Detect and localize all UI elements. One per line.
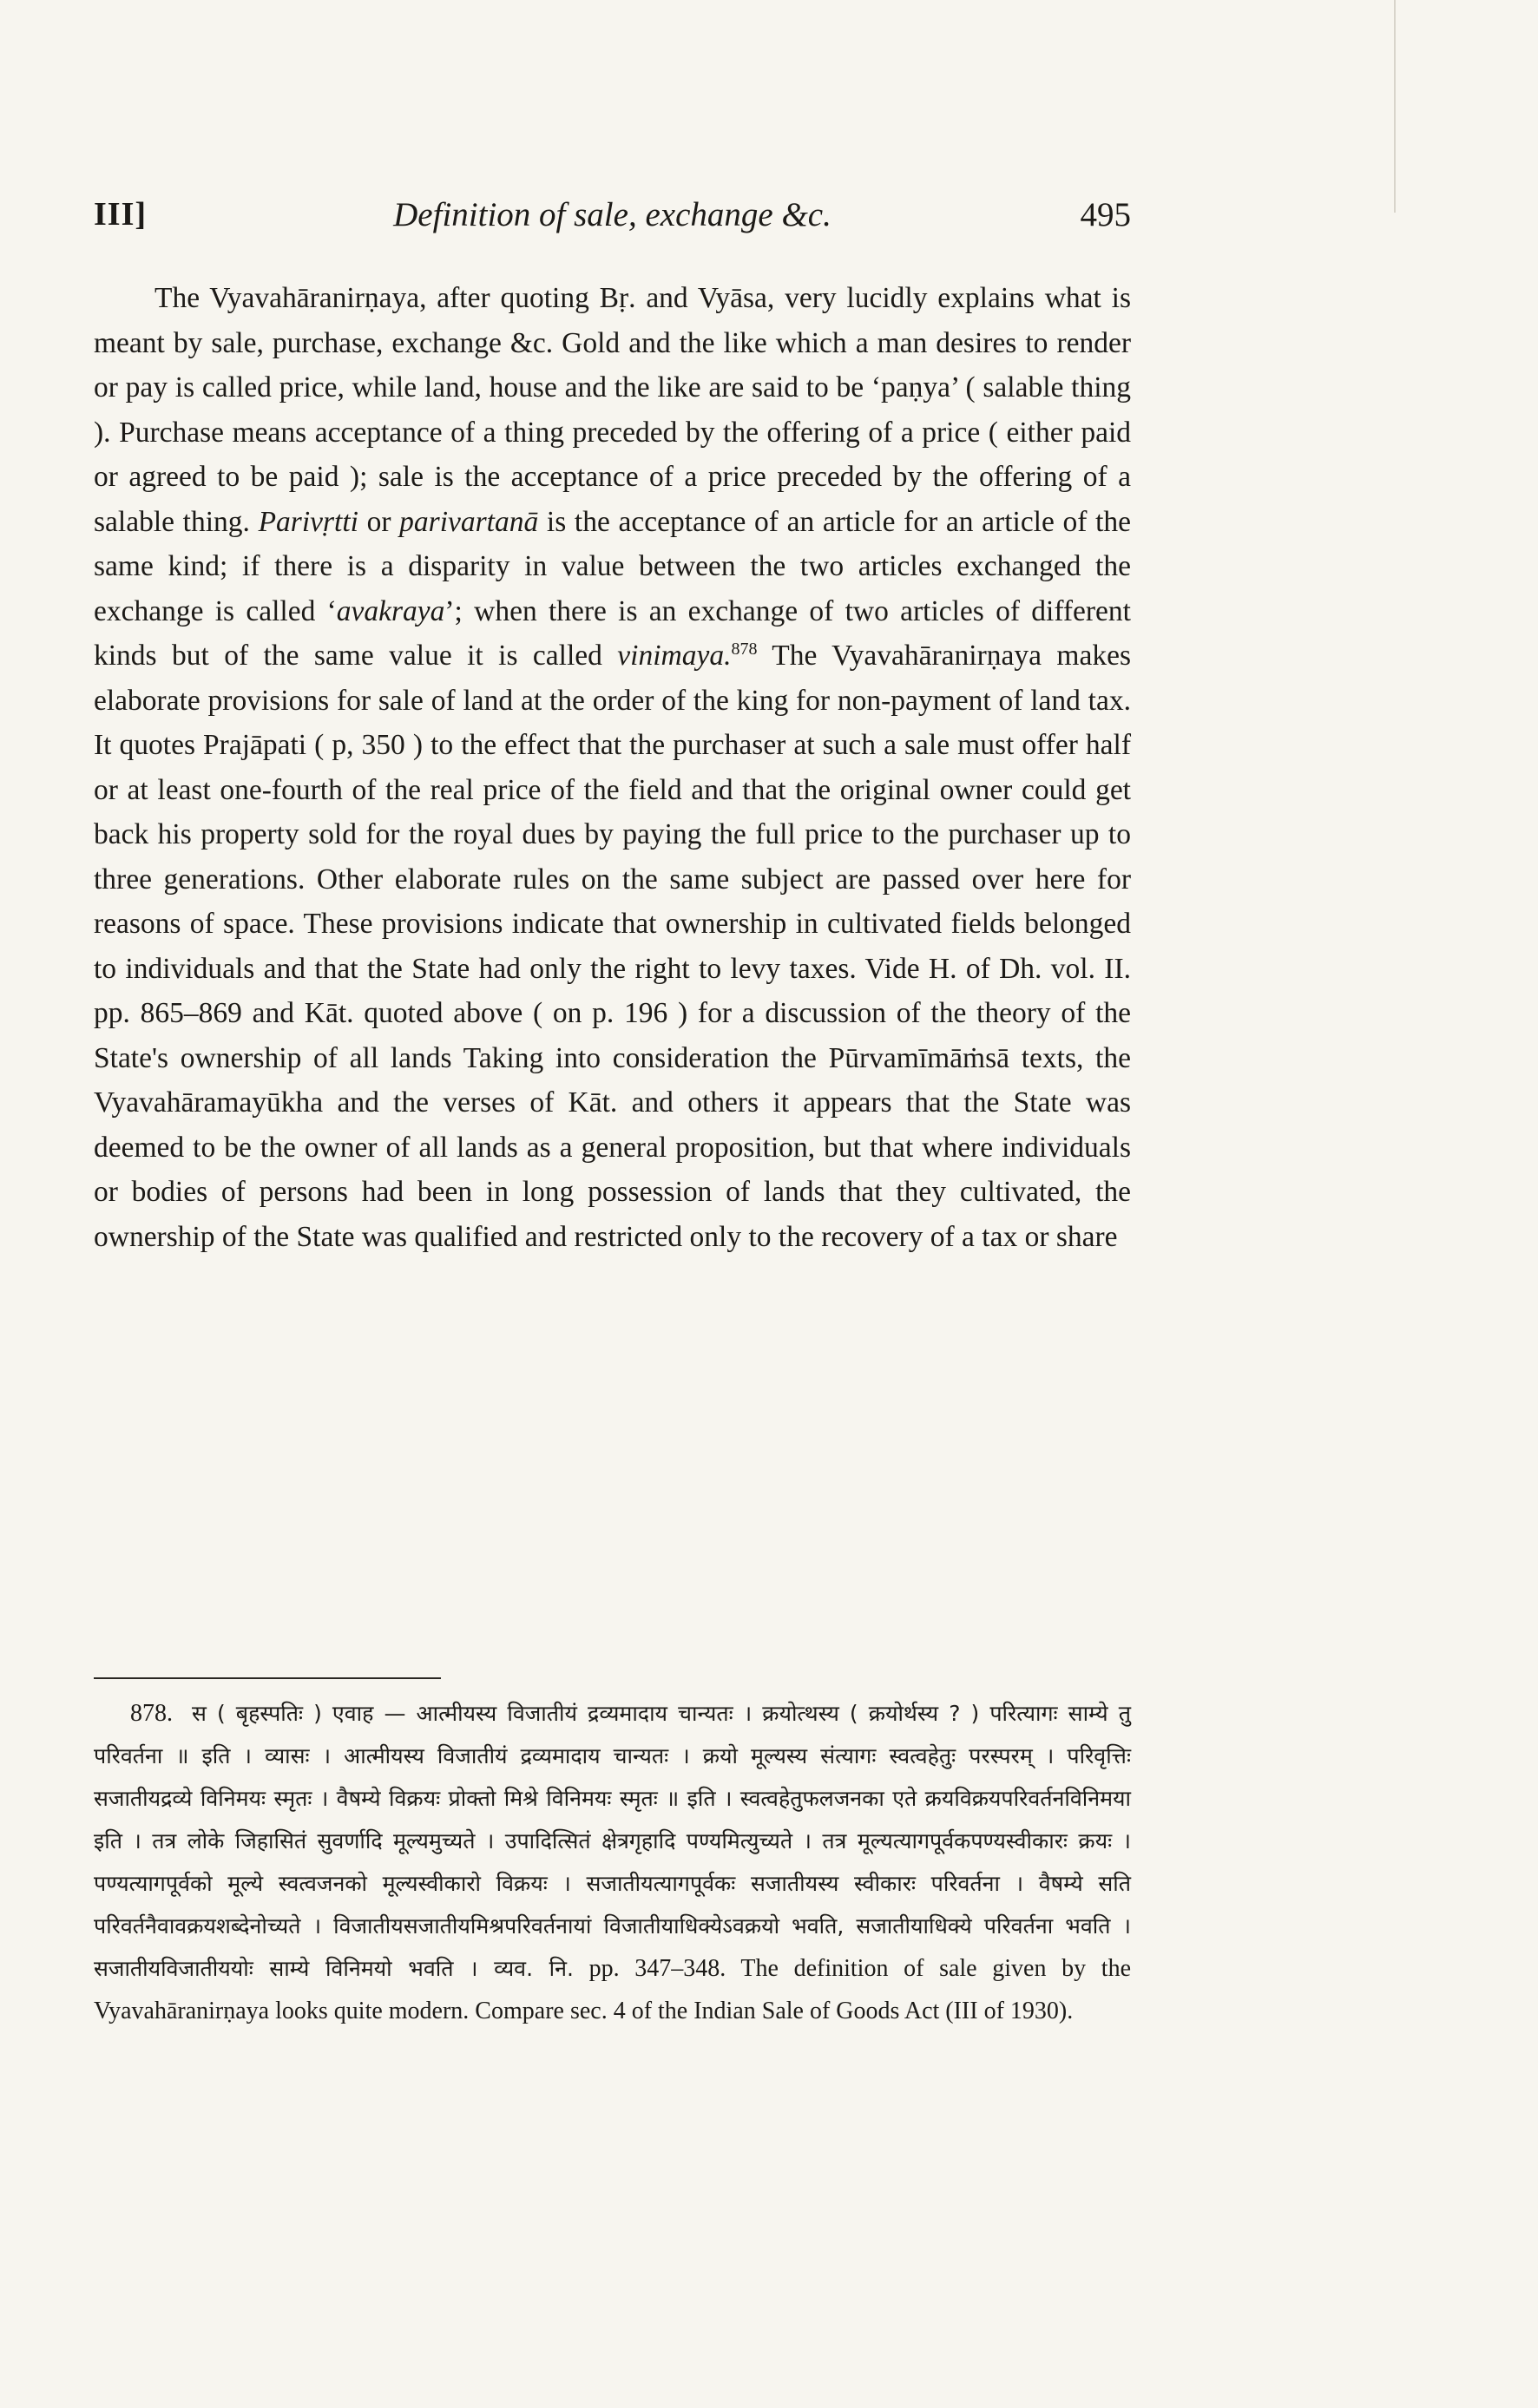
- text-segment: The Vyavahāranirṇaya, after quoting Bṛ. and Vyāsa, very lucidly explains what is meant by sale, purchase, exchange &c. Gold and the like which a man desires to render or pay is called price, while land, house and the like are said to be ‘paṇya’ ( salable thing ). Purchase means acceptance of a thing preceded by the offering of a price ( either paid or agreed to be paid ); sale is the acceptance of a price preceded by the offering of a salable thing.: [94, 282, 1131, 538]
- term-parivartana: parivartanā: [399, 505, 539, 538]
- term-avakraya: avakraya: [336, 594, 445, 627]
- scan-edge-line: [1394, 0, 1396, 213]
- text-segment: ’; when there is an exchange of two articles of different kinds but of the same value it is called: [94, 594, 1131, 672]
- text-segment: or: [366, 505, 391, 538]
- footnote-number: 878.: [130, 1700, 173, 1727]
- footnote-reference: 878: [731, 639, 758, 659]
- term-vinimaya: vinimaya.: [617, 640, 732, 672]
- running-title: Definition of sale, exchange &c.: [393, 196, 831, 233]
- term-parivrtti: Parivṛtti: [258, 505, 358, 538]
- footnote-sanskrit-text: स ( बृहस्पतिः ) एवाह — आत्मीयस्य विजातीयं द्रव्यमादाय चान्यतः । क्रयोत्थस्य ( क्रयोर्थस्य ? ) परित्यागः साम्ये तु परिवर्तना ॥ इति । व्यासः । आत्मीयस्य विजातीयं द्रव्यमादाय चान्यतः । क्रयो मूल्यस्य संत्यागः स्वत्वहेतुः परस्परम् । परिवृत्तिः सजातीयद्रव्ये विनिमयः स्मृतः । वैषम्ये विक्रयः प्रोक्तो मिश्रे विनिमयः स्मृतः ॥ इति । स्वत्वहेतुफलजनका एते क्रयविक्रयपरिवर्तनविनिमया इति । तत्र लोके जिहासितं सुवर्णादि मूल्यमुच्यते । उपादित्सितं क्षेत्रगृहादि पण्यमित्युच्यते । तत्र मूल्यत्यागपूर्वकपण्यस्वीकारः क्रयः । पण्यत्यागपूर्वको मूल्ये स्वत्वजनको मूल्यस्वीकारो विक्रयः । सजातीयत्यागपूर्वकः सजातीयस्य स्वीकारः परिवर्तना । वैषम्ये सति परिवर्तनैवावक्रयशब्देनोच्यते । विजातीयसजातीयमिश्रपरिवर्तनायां विजातीयाधिक्येऽवक्रयो भवति, सजातीयाधिक्ये परिवर्तना भवति । सजातीयविजातीययोः साम्ये विनिमयो भवति । व्यव. नि.: [94, 1701, 1131, 1981]
- chapter-number: III]: [94, 196, 148, 233]
- text-segment: is the acceptance of an article for an article of the same kind; if there is a disparity in value between the two articles exchanged the exchange is called ‘: [94, 505, 1131, 627]
- running-header: [94, 195, 1131, 247]
- paragraph: [94, 276, 1131, 1259]
- footnote: [94, 1692, 1131, 2032]
- page-number: 495: [1080, 196, 1131, 233]
- footnote-divider: [94, 1677, 441, 1679]
- footnote-english-text: pp. 347–348. The definition of sale given by the Vyavahāranirṇaya looks quite modern. Compare sec. 4 of the Indian Sale of Goods Act (III of 1930).: [94, 1955, 1131, 2024]
- text-segment: The Vyavahāranirṇaya makes elaborate provisions for sale of land at the order of the king for non-payment of land tax. It quotes Prajāpati ( p, 350 ) to the effect that the purchaser at such a sale must offer half or at least one-fourth of the real price of the field and that the original owner could get back his property sold for the royal dues by paying the full price to the purchaser up to three generations. Other elaborate rules on the same subject are passed over here for reasons of space. These provisions indicate that ownership in cultivated fields belonged to individuals and that the State had only the right to levy taxes. Vide H. of Dh. vol. II. pp. 865–869 and Kāt. quoted above ( on p. 196 ) for a discussion of the theory of the State's ownership of all lands Taking into consideration the Pūrvamīmāṁsā texts, the Vyavahāramayūkha and the verses of Kāt. and others it appears that the State was deemed to be the owner of all lands as a general proposition, but that where individuals or bodies of persons had been in long possession of lands that they cultivated, the ownership of the State was qualified and restricted only to the recovery of a tax or share: [94, 640, 1131, 1253]
- main-text: [94, 276, 1131, 1259]
